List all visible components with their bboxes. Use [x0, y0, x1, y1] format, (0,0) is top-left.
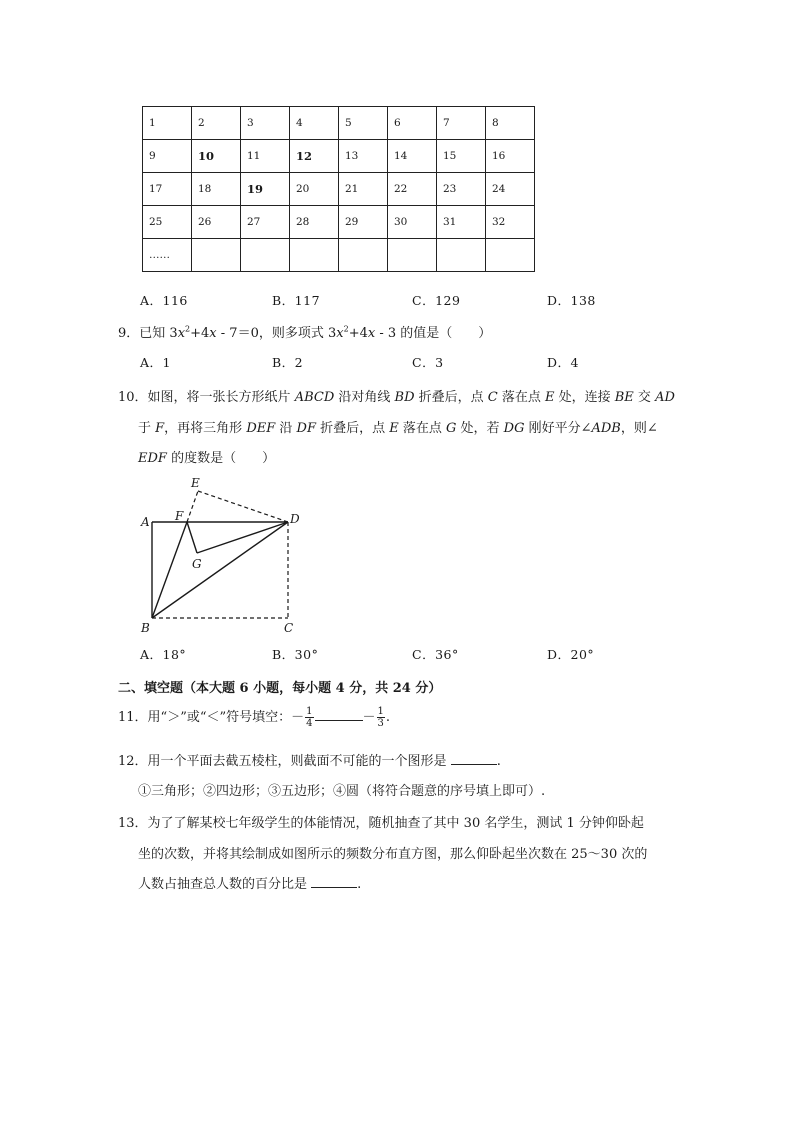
q13-stem-line2: 坐的次数，并将其绘制成如图所示的频数分布直方图，那么仰卧起坐次数在 25～30 次的	[138, 847, 648, 862]
folded-rectangle-figure	[135, 470, 310, 640]
q13-answer-blank[interactable]	[311, 887, 357, 888]
grid-cell: 10	[192, 140, 241, 173]
label-f: F	[175, 509, 184, 523]
grid-cell: 6	[388, 107, 437, 140]
number-grid-table	[142, 106, 535, 272]
fraction-one-quarter: $\frac{1}{4}$	[306, 706, 313, 729]
q11-answer-blank[interactable]	[315, 720, 363, 721]
label-d: D	[290, 512, 300, 526]
q13-stem-line3: 人数占抽查总人数的百分比是 .	[138, 877, 362, 892]
grid-cell: 20	[290, 173, 339, 206]
q12-stem-line2: ①三角形；②四边形；③五边形；④圆（将符合题意的序号填上即可）.	[138, 784, 546, 799]
grid-cell: 25	[143, 206, 192, 239]
grid-cell: 12	[290, 140, 339, 173]
q12-answer-blank[interactable]	[451, 764, 497, 765]
grid-cell: 5	[339, 107, 388, 140]
grid-cell: 30	[388, 206, 437, 239]
grid-cell: 3	[241, 107, 290, 140]
grid-cell: 23	[437, 173, 486, 206]
section-2-heading: 二、填空题（本大题 6 小题，每小题 4 分，共 24 分）	[118, 681, 442, 696]
grid-cell: 21	[339, 173, 388, 206]
q9-option-a: A．1	[140, 355, 171, 370]
grid-cell: 28	[290, 206, 339, 239]
label-e: E	[191, 476, 200, 490]
q8-option-a: A．116	[140, 293, 188, 308]
grid-cell: 18	[192, 173, 241, 206]
grid-cell: 17	[143, 173, 192, 206]
grid-cell: 16	[486, 140, 535, 173]
q9-option-c: C．3	[412, 355, 444, 370]
grid-cell: 24	[486, 173, 535, 206]
grid-cell	[192, 239, 241, 272]
fraction-one-third: $\frac{1}{3}$	[377, 706, 384, 729]
q10-option-a: A．18°	[140, 647, 187, 662]
grid-cell: 7	[437, 107, 486, 140]
grid-cell	[290, 239, 339, 272]
grid-cell: 15	[437, 140, 486, 173]
grid-cell: 8	[486, 107, 535, 140]
grid-cell: 9	[143, 140, 192, 173]
q8-option-b: B．117	[272, 293, 321, 308]
grid-cell: 31	[437, 206, 486, 239]
q9-option-b: B．2	[272, 355, 304, 370]
grid-row	[143, 173, 535, 206]
grid-cell: 11	[241, 140, 290, 173]
q13-stem-line1: 13．为了了解某校七年级学生的体能情况，随机抽查了其中 30 名学生，测试 1 分钟仰卧起	[118, 816, 644, 831]
q10-stem-line3: EDF 的度数是（ ）	[138, 451, 276, 466]
grid-cell: 29	[339, 206, 388, 239]
grid-cell	[486, 239, 535, 272]
q10-option-c: C．36°	[412, 647, 459, 662]
segment-fg	[187, 522, 197, 553]
q11-stem: 11．用“＞”或“＜”符号填空：－ $\frac{1}{4}$ － $\frac{1}{3}$ .	[118, 706, 391, 729]
grid-row	[143, 107, 535, 140]
segment-bf	[152, 522, 187, 618]
segment-bd	[152, 522, 288, 618]
grid-cell: 4	[290, 107, 339, 140]
grid-cell: ……	[143, 239, 192, 272]
q10-option-b: B．30°	[272, 647, 319, 662]
grid-cell: 19	[241, 173, 290, 206]
grid-cell	[241, 239, 290, 272]
grid-cell: 27	[241, 206, 290, 239]
grid-cell	[388, 239, 437, 272]
grid-cell: 32	[486, 206, 535, 239]
grid-cell: 1	[143, 107, 192, 140]
grid-cell: 13	[339, 140, 388, 173]
q10-stem-line2: 于 F，再将三角形 DEF 沿 DF 折叠后，点 E 落在点 G 处，若 DG 刚好平分∠ADB，则∠	[138, 421, 658, 436]
q9-option-d: D．4	[547, 355, 579, 370]
segment-ed-dashed	[198, 491, 288, 522]
q12-stem-line1: 12．用一个平面去截五棱柱，则截面不可能的一个图形是 .	[118, 754, 501, 769]
q10-option-d: D．20°	[547, 647, 595, 662]
grid-cell: 2	[192, 107, 241, 140]
q8-option-c: C．129	[412, 293, 461, 308]
grid-cell: 14	[388, 140, 437, 173]
grid-cell	[437, 239, 486, 272]
grid-row	[143, 239, 535, 272]
q9-stem: 9．已知 $3x^2+4x - 7=0$，则多项式 $3x^2+4x - 3$ 的值是（ ）	[118, 324, 492, 341]
grid-cell: 22	[388, 173, 437, 206]
grid-cell: 26	[192, 206, 241, 239]
label-b: B	[141, 621, 150, 635]
label-a: A	[141, 515, 150, 529]
grid-row	[143, 206, 535, 239]
q8-option-d: D．138	[547, 293, 596, 308]
grid-cell	[339, 239, 388, 272]
segment-fe-dashed	[187, 491, 198, 522]
label-g: G	[192, 557, 202, 571]
q10-stem-line1: 10．如图，将一张长方形纸片 ABCD 沿对角线 BD 折叠后，点 C 落在点 E 处，连接 BE 交 AD	[118, 390, 675, 405]
grid-row	[143, 140, 535, 173]
segment-gd	[197, 522, 288, 553]
label-c: C	[284, 621, 294, 635]
